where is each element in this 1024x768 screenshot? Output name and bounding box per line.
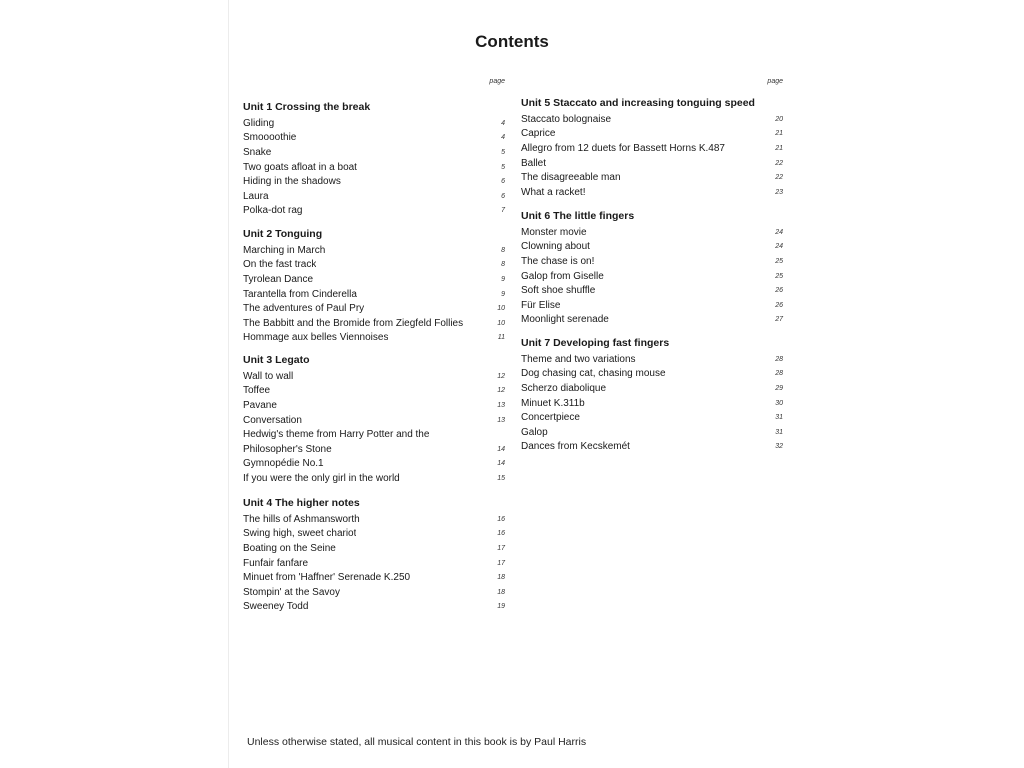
entry-title: Moonlight serenade	[521, 314, 609, 326]
entry-page-number: 4	[501, 119, 505, 127]
entry-title: Ballet	[521, 157, 547, 169]
contents-entry	[243, 287, 505, 302]
unit-1	[243, 98, 505, 218]
contents-entry	[243, 272, 505, 287]
contents-entry	[521, 367, 783, 382]
entry-page-number: 25	[775, 272, 783, 280]
entry-title: On the fast track	[243, 259, 317, 271]
contents-entry	[243, 398, 505, 413]
entry-title: Philosopher's Stone	[243, 443, 332, 455]
entry-title: Theme and two variations	[521, 353, 636, 365]
entry-page-number: 14	[497, 445, 505, 453]
entry-title: The Babbitt and the Bromide from Ziegfeld Follies	[243, 317, 464, 329]
entry-title: Staccato bolognaise	[521, 113, 612, 125]
entry-title: Hommage aux belles Viennoises	[243, 332, 389, 344]
entry-title: Allegro from 12 duets for Bassett Horns K.487	[521, 142, 725, 154]
entry-title: Dog chasing cat, chasing mouse	[521, 368, 666, 380]
contents-entry	[521, 156, 783, 171]
contents-entry	[243, 331, 505, 346]
entry-page-number: 24	[775, 228, 783, 236]
entry-page-number: 12	[497, 387, 505, 395]
contents-entry	[243, 512, 505, 527]
contents-entry	[521, 425, 783, 440]
entry-page-number: 16	[497, 530, 505, 538]
contents-entry	[521, 170, 783, 185]
contents-entry	[243, 369, 505, 384]
entry-title: Toffee	[243, 385, 271, 397]
unit-3	[243, 351, 505, 486]
entry-page-number: 25	[775, 257, 783, 265]
contents-entry	[243, 585, 505, 600]
entry-title: Pavane	[243, 399, 277, 411]
contents-entry	[521, 381, 783, 396]
entry-title: The chase is on!	[521, 255, 595, 267]
entry-page-number: 16	[497, 515, 505, 523]
entry-page-number: 26	[775, 287, 783, 295]
entry-page-number: 5	[501, 163, 505, 171]
contents-entry	[243, 189, 505, 204]
entry-page-number: 23	[775, 188, 783, 196]
contents-entry	[521, 225, 783, 240]
entry-page-number: 21	[775, 130, 783, 138]
contents-entry	[243, 471, 505, 486]
entry-page-number: 8	[501, 261, 505, 269]
contents-entry	[521, 112, 783, 127]
contents-entry	[243, 116, 505, 131]
entry-title: Galop	[521, 426, 548, 438]
entry-title: Snake	[243, 146, 272, 158]
page-title: Contents	[475, 32, 549, 51]
contents-entry	[521, 313, 783, 328]
contents-entry	[521, 298, 783, 313]
entry-page-number: 20	[775, 115, 783, 123]
contents-entry	[243, 301, 505, 316]
contents-entry	[243, 556, 505, 571]
page-column-header: page	[767, 78, 783, 85]
entry-page-number: 19	[497, 603, 505, 611]
entry-title: Gliding	[243, 117, 275, 129]
entry-title: Tarantella from Cinderella	[243, 288, 357, 300]
entry-page-number: 31	[775, 414, 783, 422]
unit-heading: Unit 5 Staccato and increasing tonguing speed	[521, 97, 755, 109]
entry-page-number: 6	[501, 178, 505, 186]
entry-page-number: 21	[775, 144, 783, 152]
contents-entry	[243, 413, 505, 428]
entry-page-number: 15	[497, 474, 505, 482]
entry-page-number: 30	[775, 399, 783, 407]
entry-page-number: 17	[497, 544, 505, 552]
entry-page-number: 31	[775, 428, 783, 436]
unit-heading: Unit 7 Developing fast fingers	[521, 337, 670, 349]
entry-title: Monster movie	[521, 226, 587, 238]
entry-page-number: 6	[501, 192, 505, 200]
entry-title: Galop from Giselle	[521, 270, 604, 282]
page-edge-divider	[228, 0, 229, 768]
entry-title: Minuet from 'Haffner' Serenade K.250	[243, 572, 411, 584]
unit-heading: Unit 6 The little fingers	[521, 210, 635, 222]
entry-page-number: 9	[501, 275, 505, 283]
contents-entry	[243, 145, 505, 160]
entry-title: What a racket!	[521, 186, 586, 198]
entry-title: Scherzo diabolique	[521, 382, 607, 394]
entry-title: Funfair fanfare	[243, 557, 309, 569]
entry-title: Two goats afloat in a boat	[243, 161, 357, 173]
entry-page-number: 10	[497, 305, 505, 313]
contents-entry	[243, 600, 505, 615]
entry-page-number: 12	[497, 372, 505, 380]
entry-title: Polka-dot rag	[243, 205, 303, 217]
contents-entry	[243, 174, 505, 189]
entry-page-number: 10	[497, 319, 505, 327]
contents-entry	[521, 283, 783, 298]
entry-title: Conversation	[243, 414, 302, 426]
entry-page-number: 9	[501, 290, 505, 298]
contents-entry	[521, 141, 783, 156]
contents-entry	[243, 570, 505, 585]
entry-title: Concertpiece	[521, 412, 580, 424]
contents-entry	[243, 243, 505, 258]
entry-page-number: 18	[497, 588, 505, 596]
contents-entry	[521, 440, 783, 455]
entry-title: Für Elise	[521, 299, 561, 311]
unit-heading: Unit 2 Tonguing	[243, 228, 323, 240]
entry-page-number: 18	[497, 574, 505, 582]
contents-entry	[521, 396, 783, 411]
entry-title: The adventures of Paul Pry	[243, 303, 365, 315]
entry-page-number: 22	[775, 159, 783, 167]
contents-entry	[521, 352, 783, 367]
entry-page-number: 26	[775, 301, 783, 309]
contents-entry	[243, 316, 505, 331]
contents-entry	[243, 457, 505, 472]
entry-title: Tyrolean Dance	[243, 273, 314, 285]
contents-entry	[243, 427, 505, 442]
entry-title: Clowning about	[521, 241, 590, 253]
entry-page-number: 14	[497, 460, 505, 468]
entry-title: Hiding in the shadows	[243, 176, 341, 188]
entry-page-number: 17	[497, 559, 505, 567]
unit-heading: Unit 1 Crossing the break	[243, 101, 371, 113]
contents-entry	[243, 204, 505, 219]
unit-2	[243, 225, 505, 345]
unit-6	[521, 207, 783, 327]
contents-entry	[243, 258, 505, 273]
unit-heading: Unit 4 The higher notes	[243, 497, 360, 509]
entry-title: Dances from Kecskemét	[521, 441, 630, 453]
unit-5	[521, 94, 783, 200]
entry-page-number: 13	[497, 401, 505, 409]
contents-entry	[521, 410, 783, 425]
unit-7	[521, 334, 783, 454]
entry-title: The hills of Ashmansworth	[243, 513, 360, 525]
contents-entry	[243, 442, 505, 457]
entry-title: Laura	[243, 190, 269, 202]
entry-page-number: 28	[775, 370, 783, 378]
entry-title: Minuet K.311b	[521, 397, 585, 409]
unit-4	[243, 494, 505, 614]
contents-entry	[243, 541, 505, 556]
contents-entry	[521, 185, 783, 200]
entry-title: The disagreeable man	[521, 172, 621, 184]
entry-page-number: 8	[501, 246, 505, 254]
entry-page-number: 4	[501, 134, 505, 142]
entry-page-number: 22	[775, 174, 783, 182]
contents-entry	[243, 527, 505, 542]
contents-entry	[521, 240, 783, 255]
page-column-header: page	[489, 78, 505, 85]
entry-title: Stompin' at the Savoy	[243, 586, 340, 598]
entry-title: Soft shoe shuffle	[521, 285, 596, 297]
entry-page-number: 27	[775, 316, 783, 324]
entry-page-number: 29	[775, 384, 783, 392]
entry-title: Wall to wall	[243, 370, 294, 382]
entry-page-number: 11	[497, 334, 505, 342]
entry-page-number: 13	[497, 416, 505, 424]
entry-title: Swing high, sweet chariot	[243, 528, 357, 540]
entry-page-number: 5	[501, 148, 505, 156]
entry-page-number: 24	[775, 243, 783, 251]
contents-entry	[521, 127, 783, 142]
entry-title: Gymnopédie No.1	[243, 458, 324, 470]
entry-page-number: 7	[501, 207, 505, 215]
entry-title: Hedwig's theme from Harry Potter and the	[243, 429, 430, 441]
contents-entry	[243, 384, 505, 399]
entry-title: Caprice	[521, 128, 556, 140]
contents-entry	[243, 160, 505, 175]
entry-page-number: 28	[775, 355, 783, 363]
entry-title: Marching in March	[243, 244, 326, 256]
entry-title: If you were the only girl in the world	[243, 472, 400, 484]
contents-entry	[521, 254, 783, 269]
entry-title: Sweeney Todd	[243, 601, 309, 613]
contents-entry	[243, 131, 505, 146]
entry-title: Smoooothie	[243, 132, 297, 144]
entry-title: Boating on the Seine	[243, 542, 336, 554]
entry-page-number: 32	[775, 443, 783, 451]
unit-heading: Unit 3 Legato	[243, 354, 310, 366]
contents-entry	[521, 269, 783, 284]
footnote: Unless otherwise stated, all musical content in this book is by Paul Harris	[247, 736, 587, 748]
